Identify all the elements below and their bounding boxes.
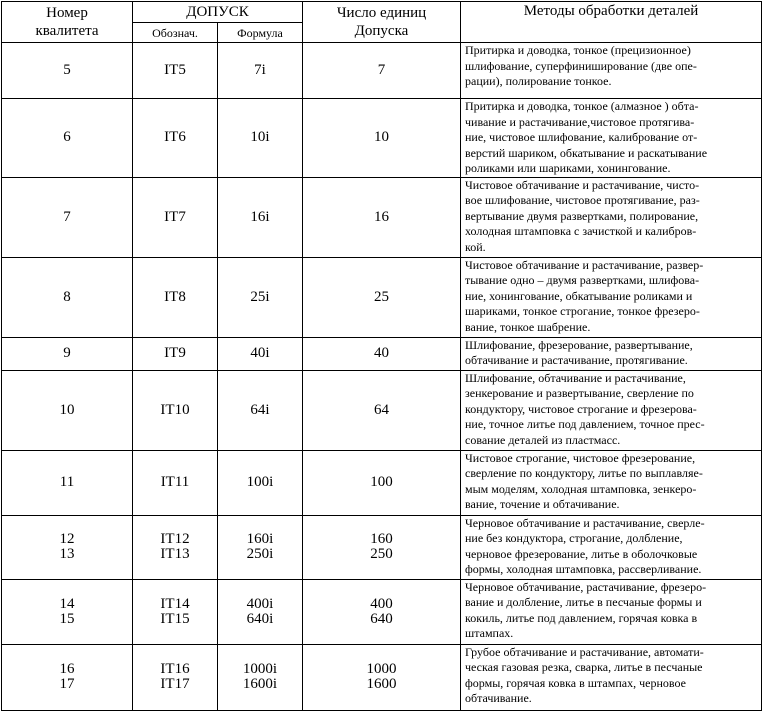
tolerance-grades-table <box>1 1 762 711</box>
cell-machining-methods <box>461 43 762 99</box>
cell-formula-line: 7i <box>254 62 266 78</box>
table-row <box>2 579 762 644</box>
cell-qualitet-number <box>2 99 133 178</box>
table-body <box>2 43 762 711</box>
cell-machining-methods <box>461 177 762 257</box>
cell-machining-methods-line: верстий шариком, обкатывание и раскатывание <box>465 145 708 160</box>
cell-designation-line: IT6 <box>164 129 186 146</box>
cell-designation-line: IT15 <box>160 610 190 627</box>
cell-designation <box>133 99 218 178</box>
cell-qualitet-number-line: 8 <box>63 288 71 305</box>
cell-machining-methods-line: Чистовое обтачивание и растачивание, чисто- <box>465 177 700 192</box>
cell-tolerance-units-line: 160 <box>370 531 393 547</box>
cell-designation-line: IT8 <box>164 288 186 305</box>
cell-tolerance-units <box>303 43 461 99</box>
cell-machining-methods-line: сверление по кондуктору, литье по выплавляе- <box>465 466 703 480</box>
cell-tolerance-units <box>303 370 461 450</box>
header-methods: Методы обработки деталей <box>461 2 762 43</box>
header-units-line: Допуска <box>354 23 409 39</box>
cell-formula-line: 64i <box>250 401 270 418</box>
cell-formula-line: 40i <box>250 345 270 361</box>
cell-designation <box>133 43 218 99</box>
cell-machining-methods-line: формы, холодная штамповка, рассверливание. <box>465 562 702 576</box>
cell-machining-methods <box>461 337 762 370</box>
cell-formula <box>218 99 303 178</box>
table-row <box>2 515 762 579</box>
cell-designation <box>133 644 218 710</box>
header-formula: Формула <box>218 23 303 43</box>
table-header <box>2 2 762 43</box>
cell-machining-methods-line: штампах. <box>465 626 514 640</box>
cell-machining-methods-line: вание и долбление, литье в песчаные формы и <box>465 595 702 609</box>
table-row <box>2 257 762 337</box>
cell-machining-methods <box>461 515 762 579</box>
cell-qualitet-number-line: 15 <box>59 610 75 627</box>
cell-machining-methods <box>461 450 762 515</box>
cell-designation <box>133 579 218 644</box>
cell-machining-methods-line: мым моделям, холодная штамповка, зенкеро- <box>465 481 697 496</box>
cell-machining-methods-line: вертывание двумя развертками, полирование, <box>465 208 699 223</box>
cell-qualitet-number-line: 5 <box>63 62 71 78</box>
header-units-line: Число единиц <box>336 5 427 21</box>
cell-formula <box>218 337 303 370</box>
cell-formula <box>218 257 303 337</box>
cell-machining-methods-line: обтачивание. <box>465 691 532 705</box>
cell-designation-line: IT5 <box>164 62 186 78</box>
cell-machining-methods <box>461 257 762 337</box>
cell-tolerance-units-line: 25 <box>374 288 389 305</box>
cell-designation-line: IT13 <box>160 546 190 562</box>
cell-formula <box>218 370 303 450</box>
cell-tolerance-units <box>303 257 461 337</box>
cell-designation <box>133 450 218 515</box>
cell-machining-methods-line: шариками, тонкое строгание, тонкое фрезеро- <box>465 304 700 318</box>
cell-formula-line: 400i <box>246 595 274 612</box>
cell-formula <box>218 450 303 515</box>
cell-machining-methods-line: Шлифование, обтачивание и растачивание, <box>465 370 686 385</box>
cell-designation-line: IT7 <box>164 208 186 225</box>
cell-machining-methods-line: ческая газовая резка, сварка, литье в песчаные <box>465 660 703 674</box>
cell-tolerance-units <box>303 450 461 515</box>
cell-tolerance-units-line: 10 <box>374 129 389 146</box>
cell-designation-line: IT17 <box>160 676 190 692</box>
cell-formula-line: 10i <box>250 129 270 146</box>
header-qualitet-line: Номер <box>46 5 88 21</box>
cell-machining-methods-line: Чистовое обтачивание и растачивание, развер- <box>465 257 704 272</box>
cell-formula-line: 25i <box>250 288 270 305</box>
cell-qualitet-number <box>2 177 133 257</box>
cell-machining-methods-line: чивание и растачивание,чистовое протягива- <box>465 114 695 129</box>
cell-qualitet-number-line: 14 <box>59 595 75 612</box>
header-qualitet <box>2 2 133 43</box>
cell-machining-methods-line: Чистовое строгание, чистовое фрезерование, <box>465 450 696 465</box>
cell-machining-methods-line: обтачивание и растачивание, протягивание. <box>465 353 688 367</box>
cell-machining-methods-line: кондуктору, чистовое строгание и фрезерова- <box>465 401 697 416</box>
cell-qualitet-number <box>2 515 133 579</box>
cell-designation <box>133 337 218 370</box>
cell-machining-methods-line: Шлифование, фрезерование, развертывание, <box>465 337 693 352</box>
cell-designation <box>133 370 218 450</box>
cell-qualitet-number-line: 9 <box>63 345 71 361</box>
header-tolerance: ДОПУСК <box>133 2 303 23</box>
cell-machining-methods <box>461 644 762 710</box>
header-units <box>303 2 461 43</box>
cell-tolerance-units-line: 100 <box>370 474 393 490</box>
cell-qualitet-number <box>2 337 133 370</box>
cell-formula-line: 250i <box>246 546 274 562</box>
cell-tolerance-units-line: 40 <box>374 345 389 361</box>
table-row <box>2 370 762 450</box>
cell-tolerance-units <box>303 515 461 579</box>
cell-qualitet-number-line: 12 <box>59 531 75 547</box>
table-row <box>2 337 762 370</box>
cell-tolerance-units <box>303 177 461 257</box>
table-row <box>2 644 762 710</box>
cell-machining-methods-line: сование деталей из пластмасс. <box>465 432 621 447</box>
cell-machining-methods-line: вание, точение и обтачивание. <box>465 497 620 511</box>
cell-designation <box>133 177 218 257</box>
cell-qualitet-number <box>2 370 133 450</box>
cell-machining-methods-line: формы, горячая ковка в штампах, черновое <box>465 675 686 690</box>
cell-tolerance-units <box>303 644 461 710</box>
cell-machining-methods-line: ние без кондуктора, строгание, долбление, <box>465 531 683 545</box>
cell-formula-line: 100i <box>246 474 274 490</box>
cell-machining-methods-line: ние, точное литье под давлением, точное прес- <box>465 417 705 431</box>
cell-tolerance-units-line: 7 <box>377 62 386 78</box>
cell-machining-methods <box>461 370 762 450</box>
cell-designation-line: IT16 <box>160 661 190 677</box>
cell-designation-line: IT9 <box>164 345 186 361</box>
cell-qualitet-number <box>2 579 133 644</box>
cell-machining-methods-line: тывание одно – двумя развертками, шлифова- <box>465 273 700 287</box>
cell-qualitet-number-line: 13 <box>59 546 75 562</box>
cell-tolerance-units <box>303 99 461 178</box>
cell-tolerance-units-line: 1000 <box>366 661 397 677</box>
cell-formula <box>218 177 303 257</box>
cell-designation <box>133 515 218 579</box>
cell-machining-methods-line: вание, тонкое шабрение. <box>465 319 591 334</box>
header-designation: Обознач. <box>133 23 218 43</box>
cell-designation <box>133 257 218 337</box>
cell-machining-methods <box>461 579 762 644</box>
cell-qualitet-number-line: 11 <box>59 474 75 490</box>
cell-machining-methods-line: Притирка и доводка, тонкое (прецизионное) <box>465 43 691 57</box>
cell-formula <box>218 579 303 644</box>
table-row <box>2 450 762 515</box>
cell-designation-line: IT10 <box>160 401 190 418</box>
cell-tolerance-units <box>303 337 461 370</box>
cell-designation-line: IT14 <box>160 595 190 612</box>
cell-tolerance-units-line: 16 <box>374 208 389 225</box>
cell-qualitet-number <box>2 257 133 337</box>
cell-tolerance-units <box>303 579 461 644</box>
cell-machining-methods-line: Грубое обтачивание и растачивание, автомати- <box>465 644 704 659</box>
cell-machining-methods-line: рации), полирование тонкое. <box>465 74 612 88</box>
table-row <box>2 177 762 257</box>
cell-designation-line: IT11 <box>160 474 190 490</box>
cell-formula-line: 1000i <box>242 661 278 677</box>
cell-machining-methods-line: Черновое обтачивание, растачивание, фрезеро- <box>465 579 707 594</box>
cell-machining-methods-line: ние, чистовое шлифование, калибрование от- <box>465 130 698 144</box>
cell-qualitet-number-line: 16 <box>59 661 75 677</box>
cell-machining-methods-line: зенкерование и развертывание, сверление по <box>465 386 694 400</box>
cell-tolerance-units-line: 250 <box>370 546 393 562</box>
cell-machining-methods-line: черновое фрезерование, литье в оболочковые <box>465 546 698 561</box>
cell-formula-line: 1600i <box>242 676 278 692</box>
cell-machining-methods-line: шлифование, суперфиниширование (две опе- <box>465 58 697 73</box>
cell-formula-line: 16i <box>250 208 270 225</box>
cell-machining-methods-line: Притирка и доводка, тонкое (алмазное ) обта- <box>465 99 699 113</box>
cell-machining-methods-line: Черновое обтачивание и растачивание, сверле- <box>465 515 705 530</box>
cell-qualitet-number <box>2 644 133 710</box>
cell-machining-methods-line: кой. <box>465 239 486 254</box>
cell-tolerance-units-line: 640 <box>370 610 393 627</box>
cell-formula <box>218 43 303 99</box>
cell-designation-line: IT12 <box>160 531 190 547</box>
cell-machining-methods-line: вое шлифование, чистовое протягивание, раз- <box>465 193 700 207</box>
cell-qualitet-number-line: 10 <box>59 401 75 418</box>
cell-machining-methods-line: ние, хонингование, обкатывание роликами и <box>465 288 693 303</box>
cell-qualitet-number-line: 17 <box>59 676 75 692</box>
table-row <box>2 99 762 178</box>
header-qualitet-line: квалитета <box>35 23 99 39</box>
cell-formula <box>218 644 303 710</box>
cell-tolerance-units-line: 400 <box>370 595 393 612</box>
cell-machining-methods-line: кокиль, литье под давлением, горячая ковка в <box>465 610 698 625</box>
cell-formula <box>218 515 303 579</box>
cell-tolerance-units-line: 64 <box>374 401 389 418</box>
cell-qualitet-number-line: 6 <box>63 129 71 146</box>
cell-machining-methods-line: роликами или шариками, хонингование. <box>465 161 671 175</box>
cell-machining-methods <box>461 99 762 178</box>
cell-formula-line: 160i <box>246 531 274 547</box>
table-row <box>2 43 762 99</box>
cell-qualitet-number <box>2 450 133 515</box>
cell-formula-line: 640i <box>246 610 274 627</box>
cell-machining-methods-line: холодная штамповка с зачисткой и калибров- <box>465 224 697 238</box>
cell-qualitet-number-line: 7 <box>63 208 71 225</box>
cell-qualitet-number <box>2 43 133 99</box>
cell-tolerance-units-line: 1600 <box>366 676 397 692</box>
